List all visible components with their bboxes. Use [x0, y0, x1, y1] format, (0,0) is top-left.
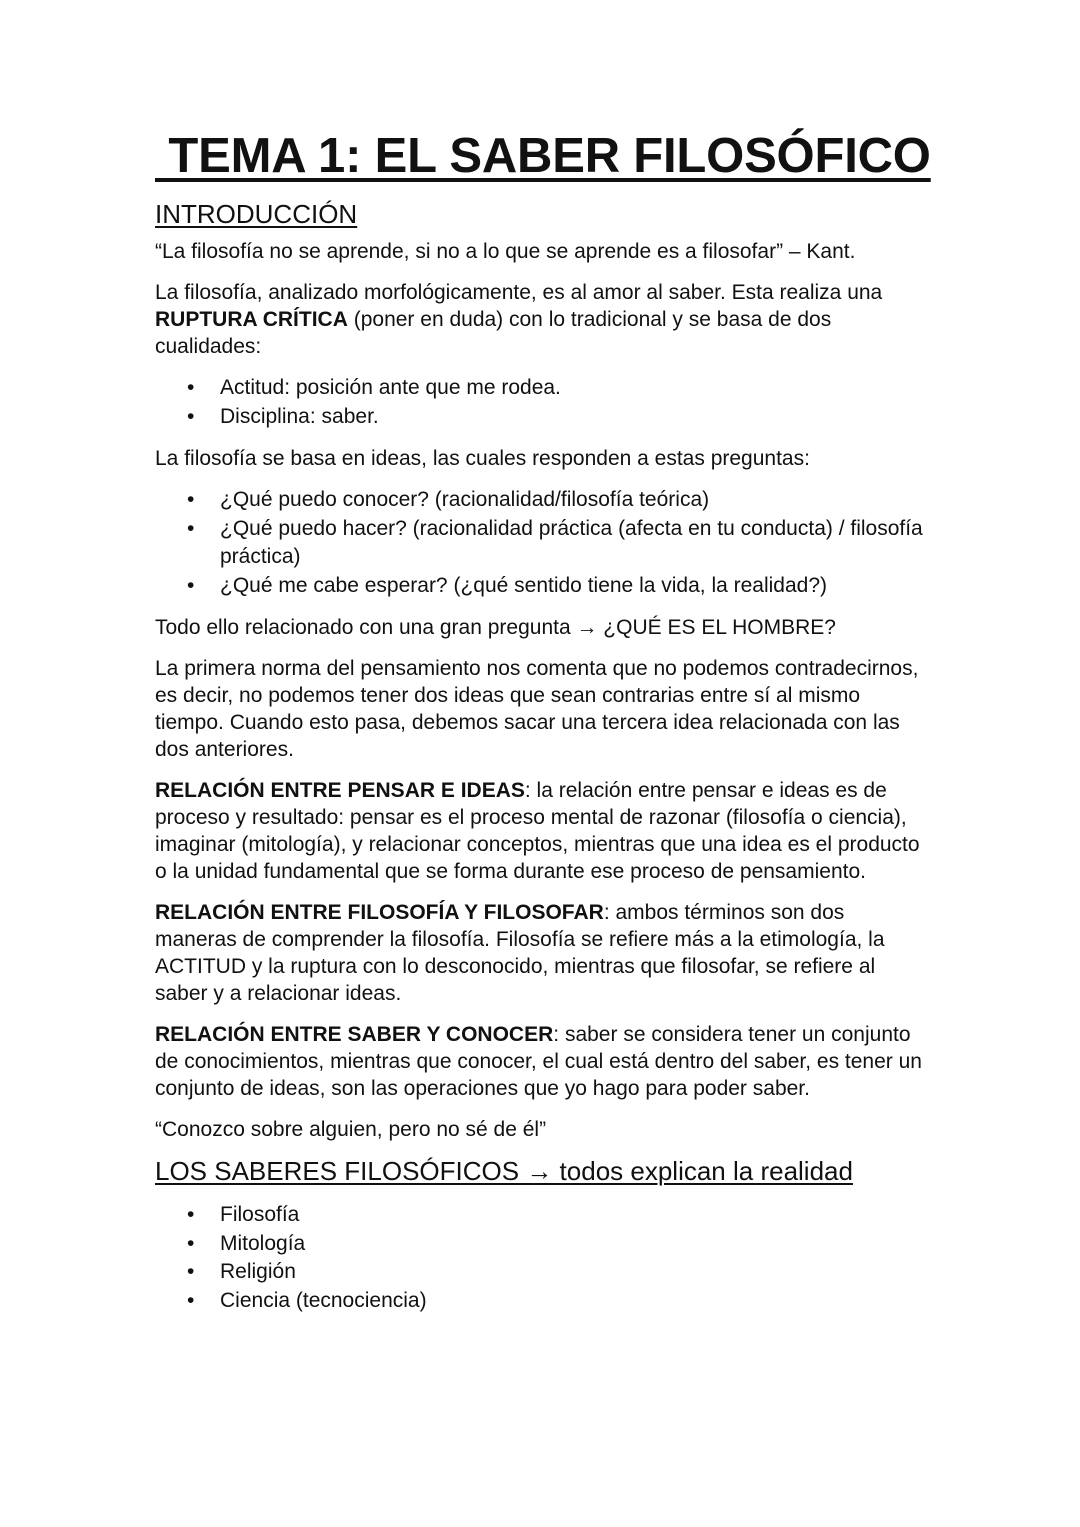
relation-saber-conocer	[155, 1021, 930, 1102]
list-item-text: Actitud: posición ante que me rodea.	[220, 376, 561, 399]
section-heading-saberes: LOS SABERES FILOSÓFICOS → todos explican la realidad	[155, 1156, 853, 1186]
section-heading-introduccion: INTRODUCCIÓN	[155, 199, 358, 229]
conozco-quote: “Conozco sobre alguien, pero no sé de él”	[155, 1118, 547, 1141]
saberes-list	[155, 1201, 930, 1315]
bullet-icon: •	[187, 376, 195, 399]
relation-filosofia-filosofar-title: RELACIÓN ENTRE FILOSOFÍA Y FILOSOFAR	[155, 901, 604, 924]
ideas-paragraph: La filosofía se basa en ideas, las cuales responden a estas preguntas:	[155, 447, 810, 470]
list-item	[155, 486, 930, 515]
bullet-icon: •	[187, 488, 195, 511]
kant-quote: “La filosofía no se aprende, si no a lo que se aprende es a filosofar” – Kant.	[155, 240, 856, 263]
definition-bold-term: RUPTURA CRÍTICA	[155, 308, 348, 331]
document-page	[155, 126, 930, 1315]
definition-text-pre: La filosofía, analizado morfológicamente, es al amor al saber. Esta realiza una	[155, 281, 883, 304]
definition-paragraph	[155, 279, 930, 360]
relation-filosofia-filosofar-text: : ambos términos son dos maneras de comprender la filosofía. Filosofía se refiere más a la etimología, la ACTITUD y la ruptura con lo desconocido, mientras que filosofar, se refiere al saber y a relacionar ideas.	[155, 901, 885, 1005]
list-item	[155, 1230, 930, 1259]
list-item	[155, 572, 930, 601]
relation-pensar-ideas-text: : la relación entre pensar e ideas es de proceso y resultado: pensar es el proceso mental de razonar (filosofía o ciencia), imaginar (mitología), y relacionar conceptos, mientras que una idea es el producto o la unidad fundamental que se forma durante ese proceso de pensamiento.	[155, 779, 920, 883]
list-item	[155, 374, 930, 403]
relation-filosofia-filosofar	[155, 899, 930, 1007]
big-question-paragraph: Todo ello relacionado con una gran pregunta → ¿QUÉ ES EL HOMBRE?	[155, 616, 836, 639]
relation-pensar-ideas-title: RELACIÓN ENTRE PENSAR E IDEAS	[155, 779, 525, 802]
first-norm-paragraph: La primera norma del pensamiento nos comenta que no podemos contradecirnos, es decir, no podemos tener dos ideas que sean contrarias entre sí al mismo tiempo. Cuando esto pasa, debemos sacar una tercera idea relacionada con las dos anteriores.	[155, 657, 919, 761]
list-item-text: ¿Qué puedo hacer? (racionalidad práctica (afecta en tu conducta) / filosofía práctica)	[220, 516, 923, 568]
bullet-icon: •	[187, 516, 195, 540]
list-item-text: Religión	[220, 1260, 296, 1283]
bullet-icon: •	[187, 404, 195, 428]
bullet-icon: •	[187, 1260, 195, 1283]
relation-pensar-ideas	[155, 777, 930, 885]
definition-text-post: (poner en duda) con lo tradicional y se basa de dos cualidades:	[155, 308, 832, 358]
bullet-icon: •	[187, 1231, 195, 1255]
bullet-icon: •	[187, 1288, 195, 1312]
relation-saber-conocer-title: RELACIÓN ENTRE SABER Y CONOCER	[155, 1023, 554, 1046]
list-item	[155, 1201, 930, 1230]
list-item-text: ¿Qué puedo conocer? (racionalidad/filosofía teórica)	[220, 488, 710, 511]
questions-list	[155, 486, 930, 600]
list-item	[155, 403, 930, 432]
list-item-text: Filosofía	[220, 1203, 300, 1226]
list-item	[155, 1258, 930, 1287]
list-item	[155, 515, 930, 572]
bullet-icon: •	[187, 1203, 195, 1226]
list-item-text: Disciplina: saber.	[220, 404, 379, 428]
relation-saber-conocer-text: : saber se considera tener un conjunto de conocimientos, mientras que conocer, el cual está dentro del saber, es tener un conjunto de ideas, son las operaciones que yo hago para poder saber.	[155, 1023, 922, 1100]
page-title: TEMA 1: EL SABER FILOSÓFICO	[155, 129, 931, 183]
list-item-text: Mitología	[220, 1231, 306, 1255]
bullet-icon: •	[187, 573, 195, 597]
list-item-text: Ciencia (tecnociencia)	[220, 1288, 427, 1312]
qualities-list	[155, 374, 930, 431]
list-item-text: ¿Qué me cabe esperar? (¿qué sentido tiene la vida, la realidad?)	[220, 573, 828, 597]
list-item	[155, 1287, 930, 1316]
